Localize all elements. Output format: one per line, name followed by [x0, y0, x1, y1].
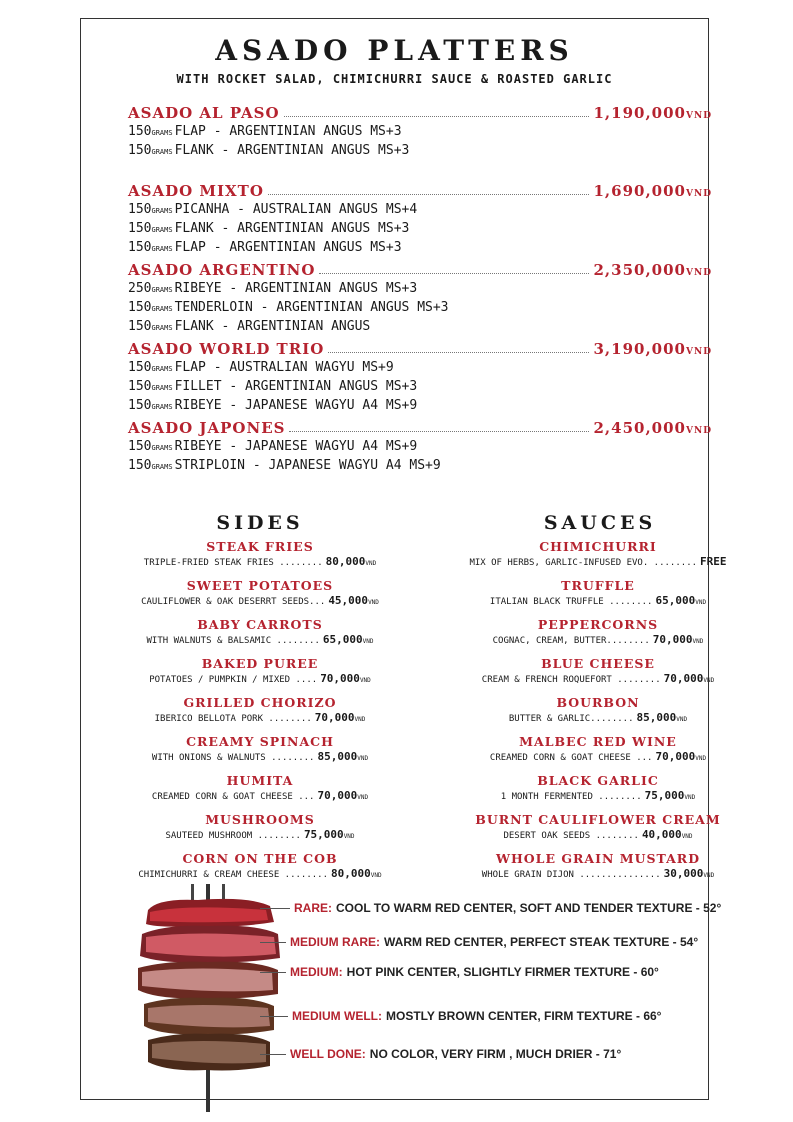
platter-cut-line: [128, 141, 712, 160]
cut-quantity: 150: [128, 319, 152, 334]
cut-unit: GRAMS: [151, 365, 173, 373]
sauces-item-name: CHIMICHURRI: [539, 539, 657, 554]
cut-quantity: 150: [128, 300, 152, 315]
sides-item-name: BABY CARROTS: [197, 617, 323, 632]
sides-item-price: 75,000: [303, 828, 344, 841]
cut-description: RIBEYE - ARGENTINIAN ANGUS MS+3: [174, 281, 418, 296]
platter-price: [593, 261, 712, 279]
doneness-description: WARM RED CENTER, PERFECT STEAK TEXTURE - 54°: [384, 935, 699, 949]
sides-item: [110, 733, 410, 772]
platter-cut-line: [128, 358, 712, 377]
cut-description: STRIPLOIN - JAPANESE WAGYU A4 MS+9: [174, 458, 441, 473]
sauces-item-currency: VND: [695, 599, 707, 606]
sauces-item: [448, 772, 748, 811]
platter-item: [128, 178, 712, 257]
sides-item-name: SWEET POTATOES: [186, 578, 334, 593]
sauces-item-price: 75,000: [644, 789, 685, 802]
doneness-description: HOT PINK CENTER, SLIGHTLY FIRMER TEXTURE - 60°: [346, 965, 659, 979]
leader-line: [260, 1016, 288, 1017]
sauces-item-price: FREE: [700, 555, 727, 568]
sides-item-description: [110, 633, 410, 649]
sauces-item-currency: VND: [681, 833, 693, 840]
sides-item: [110, 811, 410, 850]
sides-item-currency: VND: [362, 638, 374, 645]
sides-item-price: 70,000: [314, 711, 355, 724]
platter-header: [128, 257, 712, 279]
doneness-description: NO COLOR, VERY FIRM , MUCH DRIER - 71°: [369, 1047, 622, 1061]
sides-item: [110, 577, 410, 616]
sauces-item-price: 40,000: [641, 828, 682, 841]
leader-line: [260, 972, 286, 973]
sides-item-desc-text: SAUTEED MUSHROOM ........: [165, 831, 301, 841]
sides-item-description: [110, 594, 410, 610]
platter-name: ASADO WORLD TRIO: [128, 340, 325, 358]
sauces-heading: SAUCES: [543, 512, 657, 534]
sides-item-description: [110, 711, 410, 727]
sides-item-currency: VND: [368, 599, 379, 606]
sides-item-price: 80,000: [331, 867, 371, 880]
platter-cut-line: [128, 219, 712, 238]
cut-quantity: 150: [128, 398, 152, 413]
price-value: 1,190,000: [593, 104, 686, 122]
platter-name: ASADO AL PASO: [128, 104, 280, 122]
cut-description: FILLET - ARGENTINIAN ANGUS MS+3: [174, 379, 418, 394]
sauces-item-currency: VND: [692, 638, 704, 645]
cut-unit: GRAMS: [151, 463, 173, 471]
cut-unit: GRAMS: [151, 324, 173, 332]
sauces-item-price: 65,000: [655, 594, 696, 607]
doneness-description: MOSTLY BROWN CENTER, FIRM TEXTURE - 66°: [385, 1009, 662, 1023]
price-value: 1,690,000: [593, 182, 686, 200]
sides-item-price: 70,000: [320, 672, 360, 685]
cut-description: RIBEYE - JAPANESE WAGYU A4 MS+9: [174, 439, 418, 454]
platter-cut-line: [128, 122, 712, 141]
cut-description: FLAP - AUSTRALIAN WAGYU MS+9: [174, 360, 394, 375]
sauces-item: [448, 694, 748, 733]
dotted-leader: [284, 116, 590, 117]
cut-quantity: 150: [128, 124, 152, 139]
doneness-term: MEDIUM:: [290, 965, 343, 979]
sauces-item-currency: VND: [703, 872, 715, 879]
sides-item: [110, 538, 410, 577]
cut-unit: GRAMS: [151, 286, 173, 294]
platter-cut-line: [128, 279, 712, 298]
platter-cut-line: [128, 437, 712, 456]
sauces-item-desc-text: ITALIAN BLACK TRUFFLE ........: [489, 597, 653, 607]
platter-cut-line: [128, 298, 712, 317]
sauces-item-name: MALBEC RED WINE: [519, 734, 677, 749]
price-value: 3,190,000: [593, 340, 686, 358]
sauces-item-currency: VND: [703, 677, 715, 684]
doneness-row: [260, 935, 698, 949]
sides-item-desc-text: WITH ONIONS & WALNUTS ........: [151, 753, 315, 763]
platter-cut-line: [128, 456, 712, 475]
sauces-item-desc-text: WHOLE GRAIN DIJON ...............: [481, 870, 661, 880]
sauces-item-desc-text: DESERT OAK SEEDS ........: [503, 831, 639, 841]
platter-header: [128, 336, 712, 358]
doneness-term: WELL DONE:: [290, 1047, 366, 1061]
price-value: 2,350,000: [593, 261, 686, 279]
dotted-leader: [289, 431, 589, 432]
sauces-item-name: BOURBON: [556, 695, 640, 710]
platter-price: [593, 419, 712, 437]
platter-item: [128, 336, 712, 415]
sides-item-currency: VND: [365, 560, 377, 567]
sides-item-name: CORN ON THE COB: [182, 851, 338, 866]
leader-line: [260, 1054, 286, 1055]
sides-item-name: GRILLED CHORIZO: [183, 695, 337, 710]
doneness-row: [260, 965, 659, 979]
cut-quantity: 150: [128, 221, 152, 236]
cut-unit: GRAMS: [151, 148, 173, 156]
sauces-item-price: 70,000: [655, 750, 696, 763]
sides-item-description: [110, 828, 410, 844]
platter-item: [128, 415, 712, 475]
sides-item-name: STEAK FRIES: [206, 539, 314, 554]
sides-item: [110, 694, 410, 733]
sides-item-name: BAKED PUREE: [201, 656, 319, 671]
sides-item-desc-text: TRIPLE-FRIED STEAK FRIES ........: [143, 558, 323, 568]
price-value: 2,450,000: [593, 419, 686, 437]
dotted-leader: [319, 273, 589, 274]
sauces-list: [448, 538, 748, 889]
sides-item-desc-text: POTATOES / PUMPKIN / MIXED ....: [149, 675, 318, 685]
sauces-item-description: [448, 594, 748, 610]
sides-list: [110, 538, 410, 889]
page-title: ASADO PLATTERS: [215, 34, 574, 67]
cut-unit: GRAMS: [151, 129, 173, 137]
platter-price: [593, 340, 712, 358]
cut-unit: GRAMS: [151, 305, 173, 313]
currency-label: VND: [685, 189, 712, 199]
platter-cut-line: [128, 238, 712, 257]
sauces-item-description: [448, 867, 748, 883]
sides-item-currency: VND: [359, 677, 371, 684]
cut-description: TENDERLOIN - ARGENTINIAN ANGUS MS+3: [174, 300, 449, 315]
sauces-item-price: 70,000: [652, 633, 693, 646]
platter-item: [128, 100, 712, 160]
cut-quantity: 150: [128, 143, 152, 158]
sides-item-currency: VND: [357, 794, 369, 801]
cut-quantity: 150: [128, 458, 152, 473]
cut-description: FLANK - ARGENTINIAN ANGUS: [174, 319, 371, 334]
platter-header: [128, 178, 712, 200]
platter-price: [593, 182, 712, 200]
sauces-item: [448, 577, 748, 616]
sides-item-desc-text: WITH WALNUTS & BALSAMIC ........: [146, 636, 320, 646]
currency-label: VND: [685, 268, 712, 278]
sauces-item-name: WHOLE GRAIN MUSTARD: [495, 851, 701, 866]
sauces-item-desc-text: BUTTER & GARLIC........: [508, 714, 634, 724]
doneness-row: [260, 1047, 621, 1061]
cut-unit: GRAMS: [151, 444, 173, 452]
platter-header: [128, 415, 712, 437]
sides-item: [110, 616, 410, 655]
sides-item-desc-text: CREAMED CORN & GOAT CHEESE ...: [151, 792, 315, 802]
currency-label: VND: [685, 111, 712, 121]
sauces-item-price: 30,000: [663, 867, 704, 880]
sauces-item-description: [448, 711, 748, 727]
cut-description: PICANHA - AUSTRALIAN ANGUS MS+4: [174, 202, 418, 217]
cut-unit: GRAMS: [151, 245, 173, 253]
sauces-item-currency: VND: [695, 755, 707, 762]
sides-item-currency: VND: [370, 872, 382, 879]
currency-label: VND: [685, 426, 712, 436]
platter-price: [593, 104, 712, 122]
cut-quantity: 250: [128, 281, 152, 296]
sauces-item-price: 85,000: [636, 711, 677, 724]
sauces-item-currency: VND: [684, 794, 696, 801]
sauces-item-desc-text: 1 MONTH FERMENTED ........: [500, 792, 642, 802]
sides-item-name: MUSHROOMS: [205, 812, 315, 827]
sides-item-description: [110, 789, 410, 805]
sides-item-description: [110, 555, 410, 571]
cut-unit: GRAMS: [151, 226, 173, 234]
doneness-description: COOL TO WARM RED CENTER, SOFT AND TENDER TEXTURE - 52°: [336, 901, 722, 915]
sauces-item-name: BURNT CAULIFLOWER CREAM: [475, 812, 721, 827]
sides-item: [110, 772, 410, 811]
doneness-row: [260, 901, 721, 915]
sauces-item-desc-text: CREAMED CORN & GOAT CHEESE ...: [489, 753, 653, 763]
sides-item-name: CREAMY SPINACH: [186, 734, 334, 749]
sides-heading: SIDES: [216, 512, 304, 534]
dotted-leader: [268, 194, 590, 195]
sauces-item: [448, 616, 748, 655]
doneness-term: MEDIUM RARE:: [290, 935, 380, 949]
dotted-leader: [328, 352, 589, 353]
sides-item-price: 45,000: [328, 594, 369, 607]
doneness-term: MEDIUM WELL:: [292, 1009, 382, 1023]
sides-item-price: 70,000: [317, 789, 358, 802]
sides-item-price: 80,000: [325, 555, 366, 568]
sides-item-name: HUMITA: [226, 773, 294, 788]
currency-label: VND: [685, 347, 712, 357]
sauces-item-price: 70,000: [663, 672, 704, 685]
sauces-item-currency: VND: [676, 716, 688, 723]
cut-unit: GRAMS: [151, 384, 173, 392]
leader-line: [260, 942, 286, 943]
sides-item-description: [110, 672, 410, 688]
cut-quantity: 150: [128, 240, 152, 255]
sides-item-desc-text: IBERICO BELLOTA PORK ........: [154, 714, 312, 724]
cut-quantity: 150: [128, 360, 152, 375]
platter-name: ASADO JAPONES: [128, 419, 286, 437]
sides-item-currency: VND: [343, 833, 355, 840]
sides-item-desc-text: CHIMICHURRI & CREAM CHEESE ........: [138, 870, 329, 880]
sauces-item-description: [448, 555, 748, 571]
cut-description: FLAP - ARGENTINIAN ANGUS MS+3: [174, 124, 402, 139]
page-subtitle: WITH ROCKET SALAD, CHIMICHURRI SAUCE & ROASTED GARLIC: [176, 72, 613, 86]
sauces-item-name: PEPPERCORNS: [537, 617, 659, 632]
sides-item-description: [110, 750, 410, 766]
cut-description: RIBEYE - JAPANESE WAGYU A4 MS+9: [174, 398, 418, 413]
cut-quantity: 150: [128, 379, 152, 394]
platter-cut-line: [128, 317, 712, 336]
cut-unit: GRAMS: [151, 207, 173, 215]
sauces-item-description: [448, 789, 748, 805]
sauces-item-desc-text: MIX OF HERBS, GARLIC-INFUSED EVO. ........: [469, 558, 698, 568]
sauces-item-name: TRUFFLE: [561, 578, 635, 593]
sauces-item-name: BLUE CHEESE: [541, 656, 655, 671]
cut-quantity: 150: [128, 202, 152, 217]
platter-name: ASADO ARGENTINO: [128, 261, 316, 279]
sides-item: [110, 655, 410, 694]
sides-item-desc-text: CAULIFLOWER & OAK DESERRT SEEDS...: [141, 597, 326, 607]
cut-description: FLANK - ARGENTINIAN ANGUS MS+3: [174, 143, 410, 158]
sauces-item-description: [448, 828, 748, 844]
sauces-item: [448, 538, 748, 577]
sauces-item: [448, 733, 748, 772]
sauces-item-description: [448, 750, 748, 766]
platter-item: [128, 257, 712, 336]
platter-cut-line: [128, 377, 712, 396]
sides-item-currency: VND: [357, 755, 369, 762]
sides-item-currency: VND: [354, 716, 366, 723]
cut-description: FLANK - ARGENTINIAN ANGUS MS+3: [174, 221, 410, 236]
sides-item-price: 85,000: [317, 750, 358, 763]
spacer: [128, 160, 712, 178]
sauces-item: [448, 811, 748, 850]
cut-unit: GRAMS: [151, 403, 173, 411]
doneness-term: RARE:: [294, 901, 332, 915]
sauces-item-description: [448, 633, 748, 649]
leader-line: [260, 908, 290, 909]
sauces-item-description: [448, 672, 748, 688]
sauces-item-name: BLACK GARLIC: [537, 773, 659, 788]
platter-name: ASADO MIXTO: [128, 182, 264, 200]
sauces-item-desc-text: CREAM & FRENCH ROQUEFORT ........: [481, 675, 661, 685]
sauces-item-desc-text: COGNAC, CREAM, BUTTER........: [492, 636, 650, 646]
platters-list: [128, 100, 712, 475]
cut-description: FLAP - ARGENTINIAN ANGUS MS+3: [174, 240, 402, 255]
cut-quantity: 150: [128, 439, 152, 454]
platter-header: [128, 100, 712, 122]
doneness-row: [260, 1009, 661, 1023]
platter-cut-line: [128, 396, 712, 415]
sides-item-price: 65,000: [322, 633, 363, 646]
platter-cut-line: [128, 200, 712, 219]
sauces-item: [448, 850, 748, 889]
sauces-item: [448, 655, 748, 694]
